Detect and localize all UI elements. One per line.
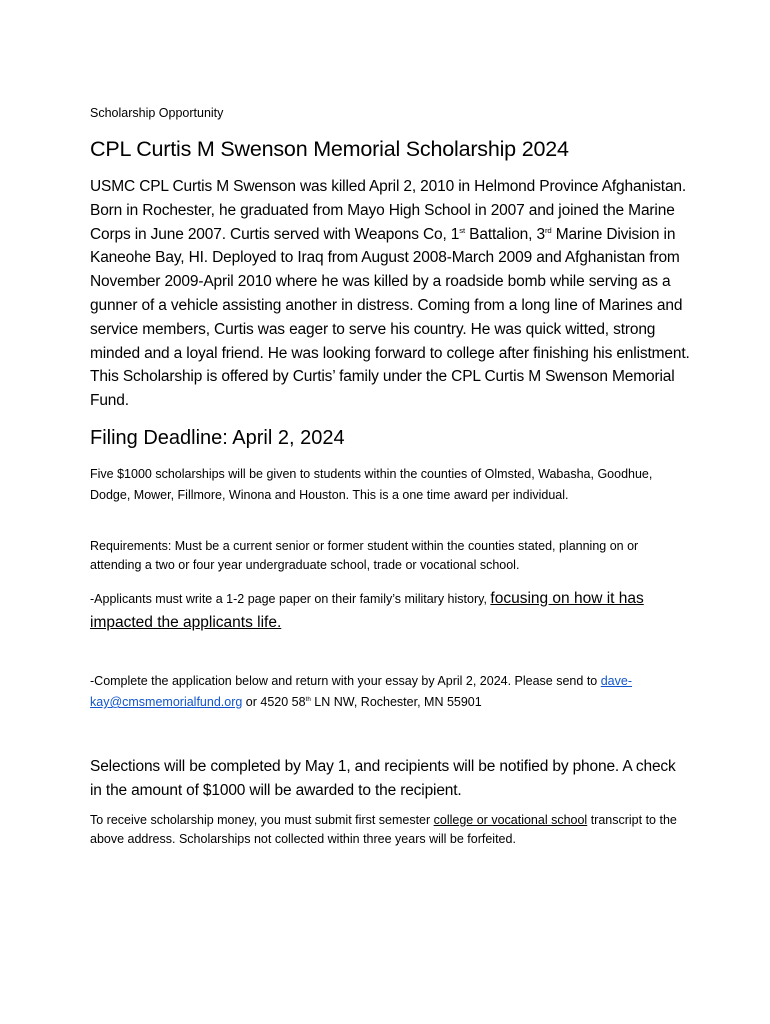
email-link[interactable]: dave-kay@cmsmemorialfund.org (90, 674, 632, 709)
ordinal-rd: rd (544, 225, 552, 235)
transcript-tail: transcript to the above address. Scholarships not collected within three years will be forfeited. (90, 813, 677, 846)
transcript-underlined: college or vocational school (433, 813, 588, 827)
essay-lead: -Applicants must write a 1-2 page paper on their family’s military history, (90, 592, 491, 606)
transcript-lead: To receive scholarship money, you must submit first semester (90, 813, 434, 827)
requirements-paragraph: Requirements: Must be a current senior or former student within the counties stated, planning on or attending a two or four year undergraduate school, trade or vocational school. (90, 539, 639, 572)
story-part-3: Marine Division in Kaneohe Bay, HI. Deployed to Iraq from August 2008-March 2009 and Afghanistan from November 2009-April 2010 where he was killed by a roadside bomb while serving as a gunner of a vehicle assisting another in distress. Coming from a long line of Marines and service members, Curtis was eager to serve his country. He was quick witted, strong minded and a loyal friend. He was looking forward to college after finishing his enlistment. This Scholarship is offered by Curtis’ family under the CPL Curtis M Swenson Memorial Fund. (90, 225, 690, 410)
kicker-text: Scholarship Opportunity (90, 106, 224, 120)
memorial-story (90, 175, 690, 413)
apply-mid: or 4520 58 (242, 695, 306, 709)
essay-paragraph (90, 587, 680, 635)
ordinal-th: th (305, 696, 311, 703)
apply-lead: -Complete the application below and return with your essay by April 2, 2024. Please send to (90, 674, 601, 688)
application-paragraph (90, 671, 680, 713)
transcript-paragraph (90, 811, 680, 848)
essay-emphasis: focusing on how it has impacted the applicants life. (90, 590, 644, 631)
awards-paragraph: Five $1000 scholarships will be given to students within the counties of Olmsted, Wabasha, Goodhue, Dodge, Mower, Fillmore, Winona and Houston. This is a one time award per individual. (90, 467, 653, 502)
ordinal-st: st (459, 225, 466, 235)
apply-tail: LN NW, Rochester, MN 55901 (310, 695, 482, 709)
page-title: CPL Curtis M Swenson Memorial Scholarship 2024 (90, 137, 569, 161)
story-part-2: Battalion, 3 (465, 225, 545, 243)
filing-deadline-heading: Filing Deadline: April 2, 2024 (90, 427, 345, 449)
story-part-1: USMC CPL Curtis M Swenson was killed April 2, 2010 in Helmond Province Afghanistan. Born in Rochester, he graduated from Mayo High School in 2007 and joined the Marine Corps in June 2007. Curtis served with Weapons Co, 1 (90, 178, 687, 243)
selections-paragraph: Selections will be completed by May 1, and recipients will be notified by phone. A check in the amount of $1000 will be awarded to the recipient. (90, 758, 676, 799)
